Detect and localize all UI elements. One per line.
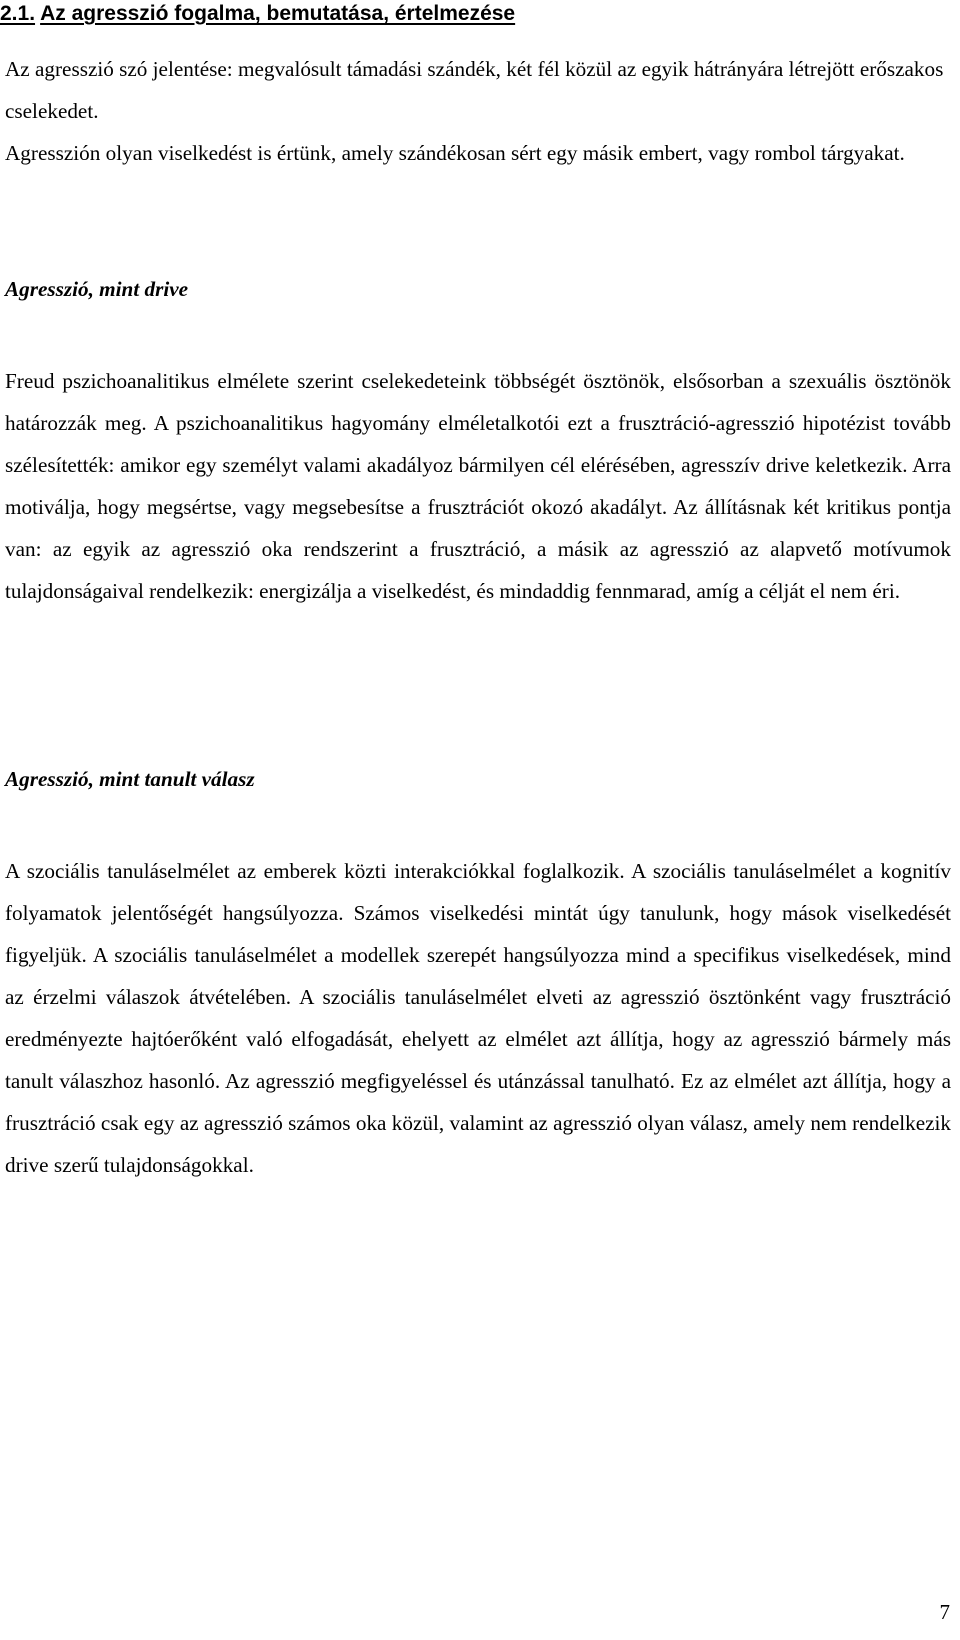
page-number: 7 (939, 1600, 950, 1624)
section-heading-title: Az agresszió fogalma, bemutatása, értelmezése (40, 2, 516, 25)
section-heading (0, 0, 960, 28)
paragraph-learned-response: A szociális tanuláselmélet az emberek közti interakciókkal foglalkozik. A szociális tanuláselmélet a kognitív folyamatok jelentőségét hangsúlyozza. Számos viselkedési mintát úgy tanulunk, hogy mások viselkedését figyeljük. A szociális tanuláselmélet a modellek szerepét hangsúlyozza mind a specifikus viselkedések, mind az érzelmi válaszok átvételében. A szociális tanuláselmélet elveti az agresszió ösztönként vagy frusztráció eredményezte hajtóerőként való elfogadását, ehelyett az elmélet azt állítja, hogy az agresszió bármely más tanult válaszhoz hasonló. Az agresszió megfigyeléssel és utánzással tanulható. Ez az elmélet azt állítja, hogy a frusztráció csak egy az agresszió számos oka közül, valamint az agresszió olyan válasz, amely nem rendelkezik drive szerű tulajdonságokkal. (5, 859, 951, 1177)
intro-description: Agresszión olyan viselkedést is értünk, amely szándékosan sért egy másik embert, vagy rombol tárgyakat. (5, 141, 905, 165)
section-heading-number: 2.1. (0, 2, 36, 25)
paragraph-drive: Freud pszichoanalitikus elmélete szerint cselekedeteink többségét ösztönök, elsősorban a szexuális ösztönök határozzák meg. A pszichoanalitikus hagyomány elméletalkotói ezt a frusztráció-agresszió hipotézist tovább szélesítették: amikor egy személyt valami akadályoz bármilyen cél elérésében, agresszív drive keletkezik. Arra motiválja, hogy megsértse, vagy megsebesítse a frusztrációt okozó akadályt. Az állításnak két kritikus pontja van: az egyik az agresszió oka rendszerint a frusztráció, a másik az agresszió az alapvető motívumok tulajdonságaival rendelkezik: energizálja a viselkedést, és mindaddig fennmarad, amíg a célját el nem éri. (5, 369, 951, 603)
intro-definition: Az agresszió szó jelentése: megvalósult támadási szándék, két fél közül az egyik hátrányára létrejött erőszakos cselekedet. (5, 57, 944, 123)
subheading-learned-response: Agresszió, mint tanult válasz (5, 767, 255, 791)
subheading-drive: Agresszió, mint drive (5, 277, 189, 301)
